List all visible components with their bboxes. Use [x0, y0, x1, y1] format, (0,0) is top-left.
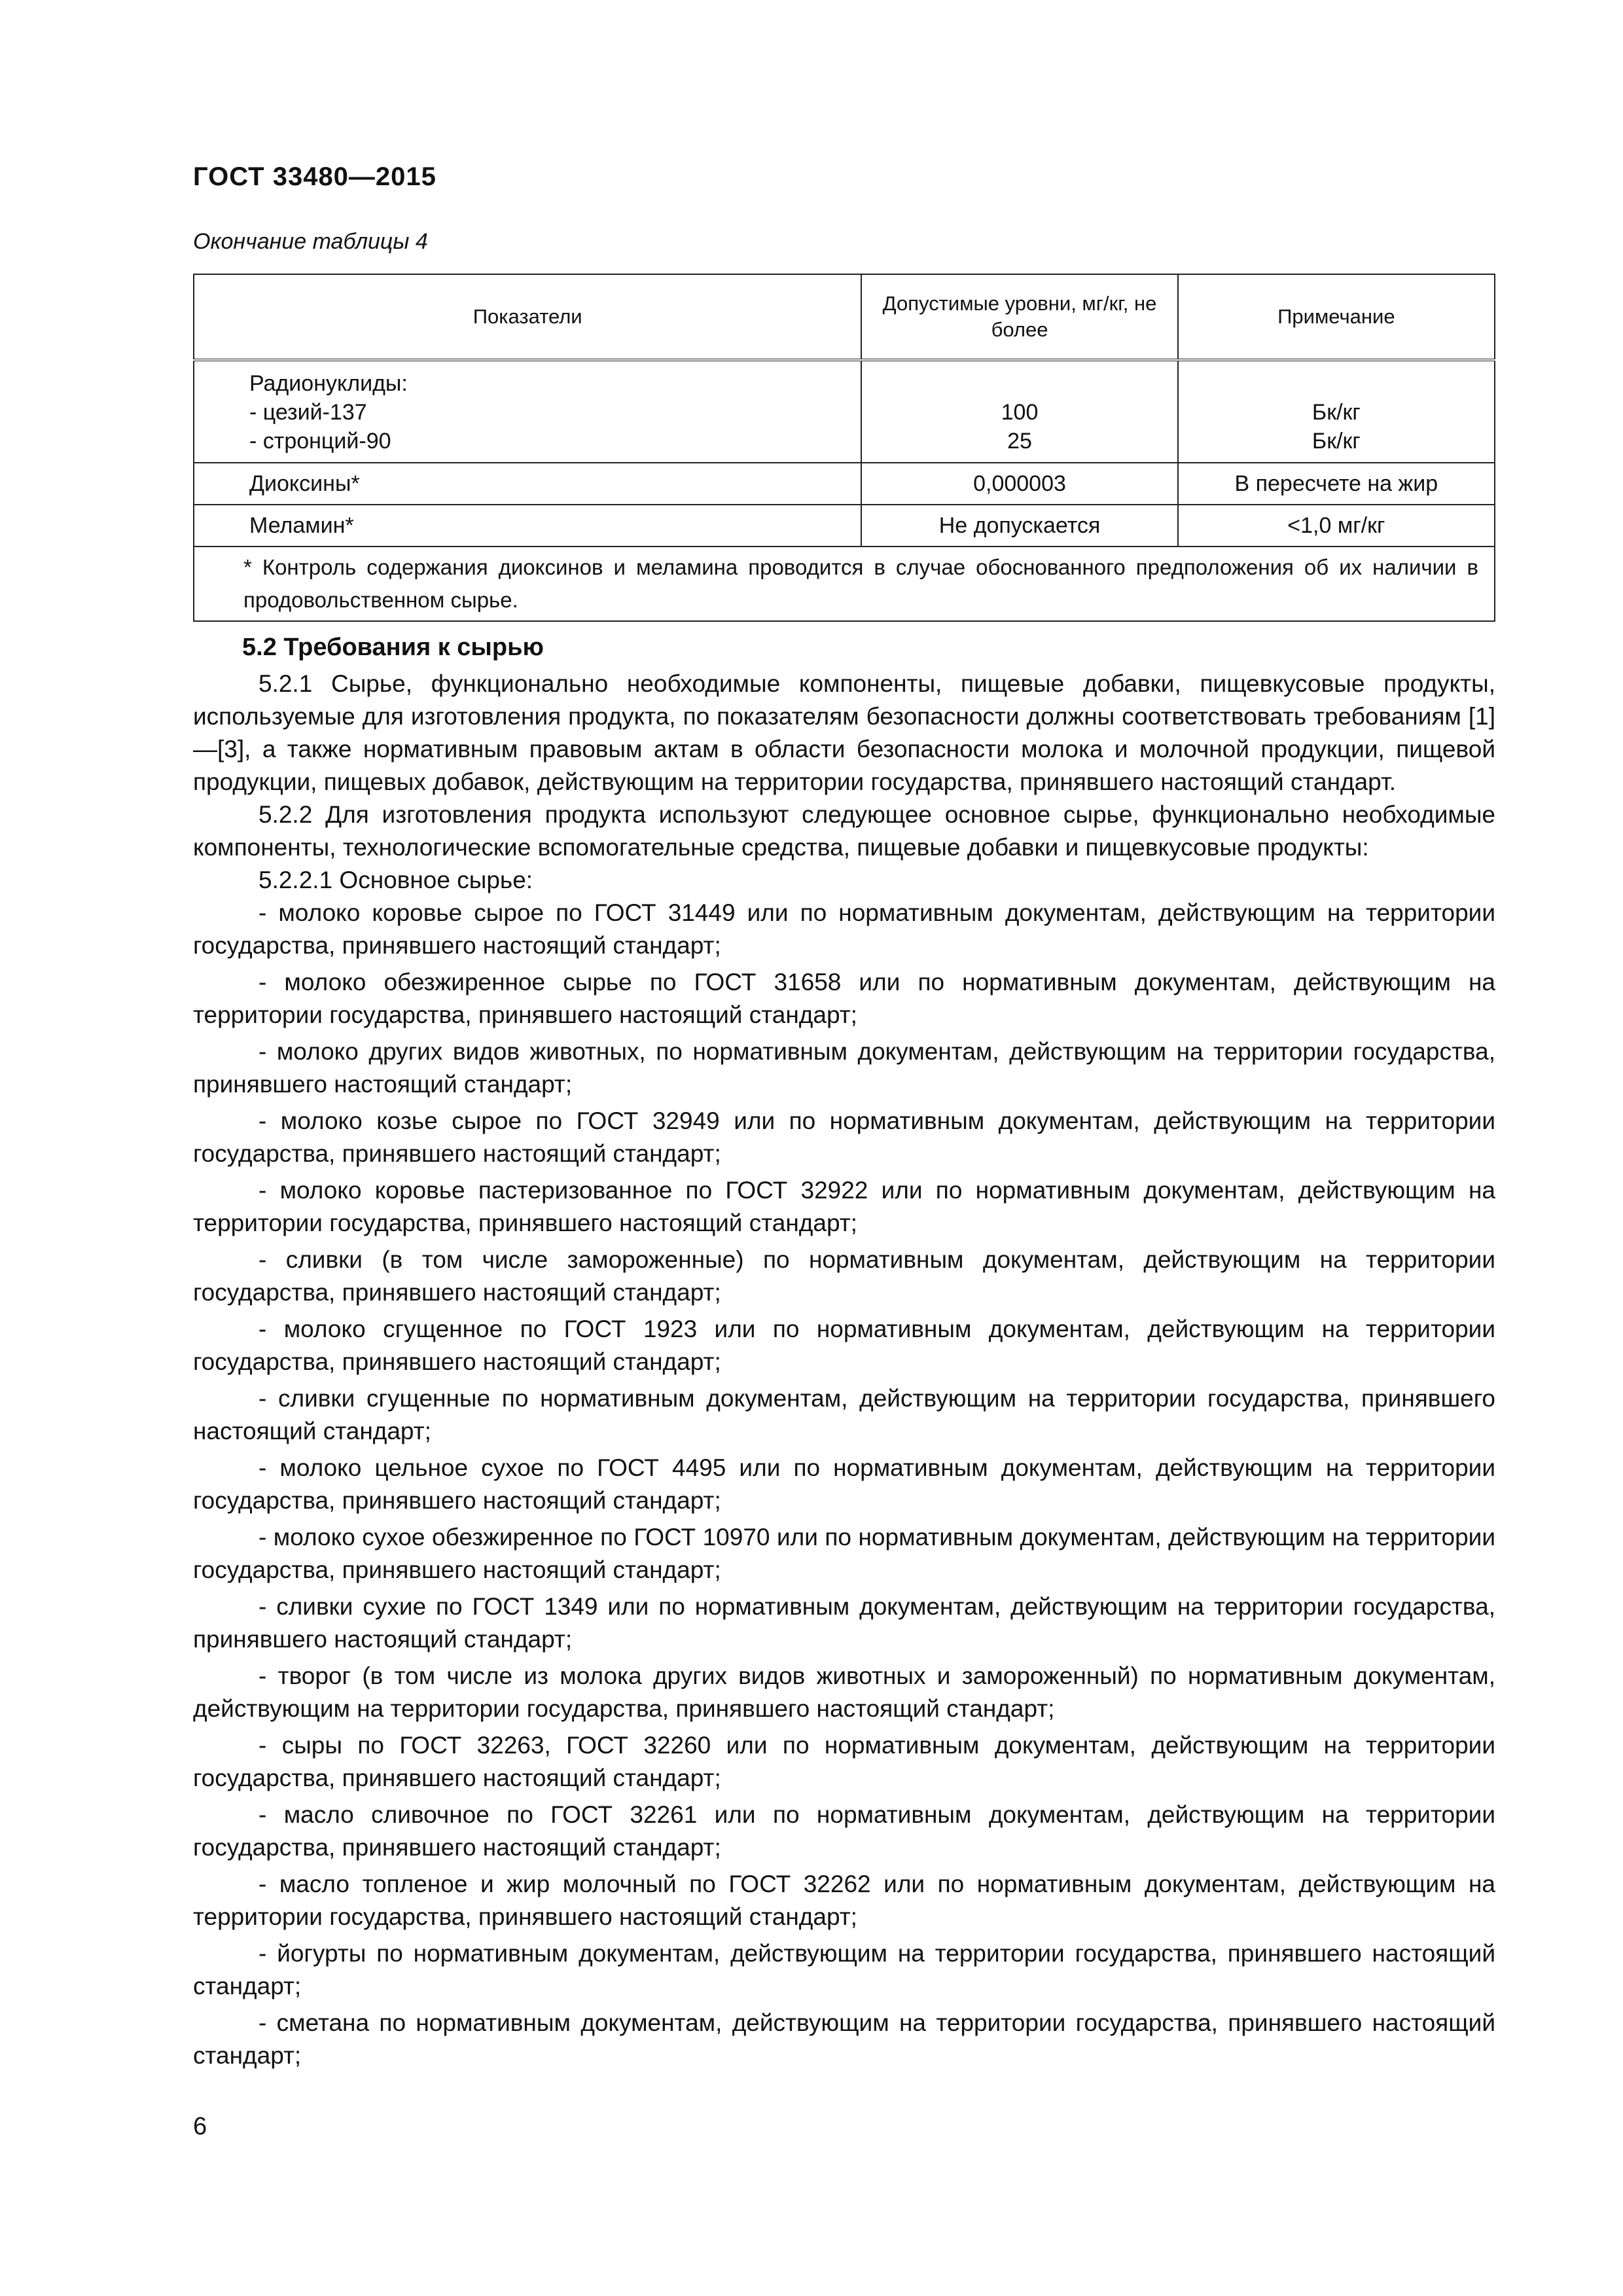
list-item: - молоко сгущенное по ГОСТ 1923 или по нормативным документам, действующим на территории государства, принявшего настоящий стандарт; — [193, 1316, 1495, 1375]
radionuclide-value: 100 — [1001, 400, 1039, 425]
section-heading: 5.2 Требования к сырью — [242, 634, 544, 661]
table-footnote-row — [194, 547, 1495, 621]
list-item: - творог (в том числе из молока других видов животных и замороженный) по нормативным документам, действующим на территории государства, принявшего настоящий стандарт; — [193, 1662, 1495, 1722]
limits-table — [193, 274, 1495, 622]
table-cell: Диоксины* — [194, 463, 861, 505]
radionuclide-note: Бк/кг — [1311, 429, 1361, 454]
list-item: - сливки (в том числе замороженные) по нормативным документам, действующим на территории государства, принявшего настоящий стандарт; — [193, 1246, 1495, 1306]
header-permissible-levels: Допустимые уровни, мг/кг, не более — [861, 274, 1177, 360]
list-item: - сыры по ГОСТ 32263, ГОСТ 32260 или по нормативным документам, действующим на территории государства, принявшего настоящий стандарт; — [193, 1732, 1495, 1791]
table-caption: Окончание таблицы 4 — [193, 229, 428, 254]
paragraph: 5.2.2.1 Основное сырье: — [259, 867, 533, 893]
table-footnote: * Контроль содержания диоксинов и меламина проводится в случае обоснованного предположения об их наличии в продовольственном сырье. — [194, 547, 1495, 621]
table-cell: В пересчете на жир — [1178, 463, 1495, 505]
header-indicators: Показатели — [194, 274, 861, 360]
radionuclides-notes-cell — [1178, 360, 1495, 463]
list-item: - молоко других видов животных, по нормативным документам, действующим на территории государства, принявшего настоящий стандарт; — [193, 1038, 1495, 1098]
section-body — [193, 622, 1495, 2076]
list-item: - молоко козье сырое по ГОСТ 32949 или по нормативным документам, действующим на территории государства, принявшего настоящий стандарт; — [193, 1107, 1495, 1167]
table-cell: 0,000003 — [861, 463, 1177, 505]
table-cell: Меламин* — [194, 505, 861, 547]
list-item: - молоко сухое обезжиренное по ГОСТ 10970 или по нормативным документам, действующим на территории государства, принявшего настоящий стандарт; — [193, 1524, 1495, 1583]
list-item: - масло сливочное по ГОСТ 32261 или по нормативным документам, действующим на территории государства, принявшего настоящий стандарт; — [193, 1801, 1495, 1861]
list-item: - сливки сухие по ГОСТ 1349 или по нормативным документам, действующим на территории государства, принявшего настоящий стандарт; — [193, 1593, 1495, 1653]
radionuclide-note: Бк/кг — [1311, 400, 1361, 425]
table-cell: Не допускается — [861, 505, 1177, 547]
paragraph: 5.2.2 Для изготовления продукта используют следующее основное сырье, функционально необходимые компоненты, технологические вспомогательные средства, пищевые добавки и пищевкусовые продукты: — [193, 801, 1495, 861]
table-cell: <1,0 мг/кг — [1178, 505, 1495, 547]
page-number: 6 — [193, 2113, 207, 2140]
radionuclide-value: 25 — [1007, 429, 1032, 454]
radionuclides-cell — [194, 360, 861, 463]
list-item: - сметана по нормативным документам, действующим на территории государства, принявшего настоящий стандарт; — [193, 2009, 1495, 2069]
table-header-row — [194, 274, 1495, 360]
paragraph: 5.2.1 Сырье, функционально необходимые компоненты, пищевые добавки, пищевкусовые продукты, используемые для изготовления продукта, по показателям безопасности должны соответствовать требованиям [1]—[3], а также нормативным правовым актам в области безопасности молока и молочной продукции, пищевой продукции, пищевых добавок, действующим на территории государства, принявшего настоящий стандарт. — [193, 670, 1495, 795]
table-row — [194, 360, 1495, 463]
radionuclide-name: - стронций-90 — [249, 429, 391, 454]
document-header: ГОСТ 33480—2015 — [193, 162, 437, 191]
list-item: - йогурты по нормативным документам, действующим на территории государства, принявшего настоящий стандарт; — [193, 1940, 1495, 2000]
list-item: - масло топленое и жир молочный по ГОСТ 32262 или по нормативным документам, действующим на территории государства, принявшего настоящий стандарт; — [193, 1871, 1495, 1930]
list-item: - молоко обезжиренное сырье по ГОСТ 31658 или по нормативным документам, действующим на территории государства, принявшего настоящий стандарт; — [193, 969, 1495, 1028]
header-note: Примечание — [1178, 274, 1495, 360]
list-item: - молоко коровье пастеризованное по ГОСТ 32922 или по нормативным документам, действующим на территории государства, принявшего настоящий стандарт; — [193, 1177, 1495, 1236]
table-row — [194, 505, 1495, 547]
radionuclides-values-cell — [861, 360, 1177, 463]
radionuclides-label: Радионуклиды: — [249, 371, 408, 396]
list-item: - молоко коровье сырое по ГОСТ 31449 или по нормативным документам, действующим на территории государства, принявшего настоящий стандарт; — [193, 899, 1495, 959]
table-row — [194, 463, 1495, 505]
list-item: - сливки сгущенные по нормативным документам, действующим на территории государства, принявшего настоящий стандарт; — [193, 1385, 1495, 1444]
list-item: - молоко цельное сухое по ГОСТ 4495 или по нормативным документам, действующим на территории государства, принявшего настоящий стандарт; — [193, 1454, 1495, 1514]
radionuclide-name: - цезий-137 — [249, 400, 367, 425]
